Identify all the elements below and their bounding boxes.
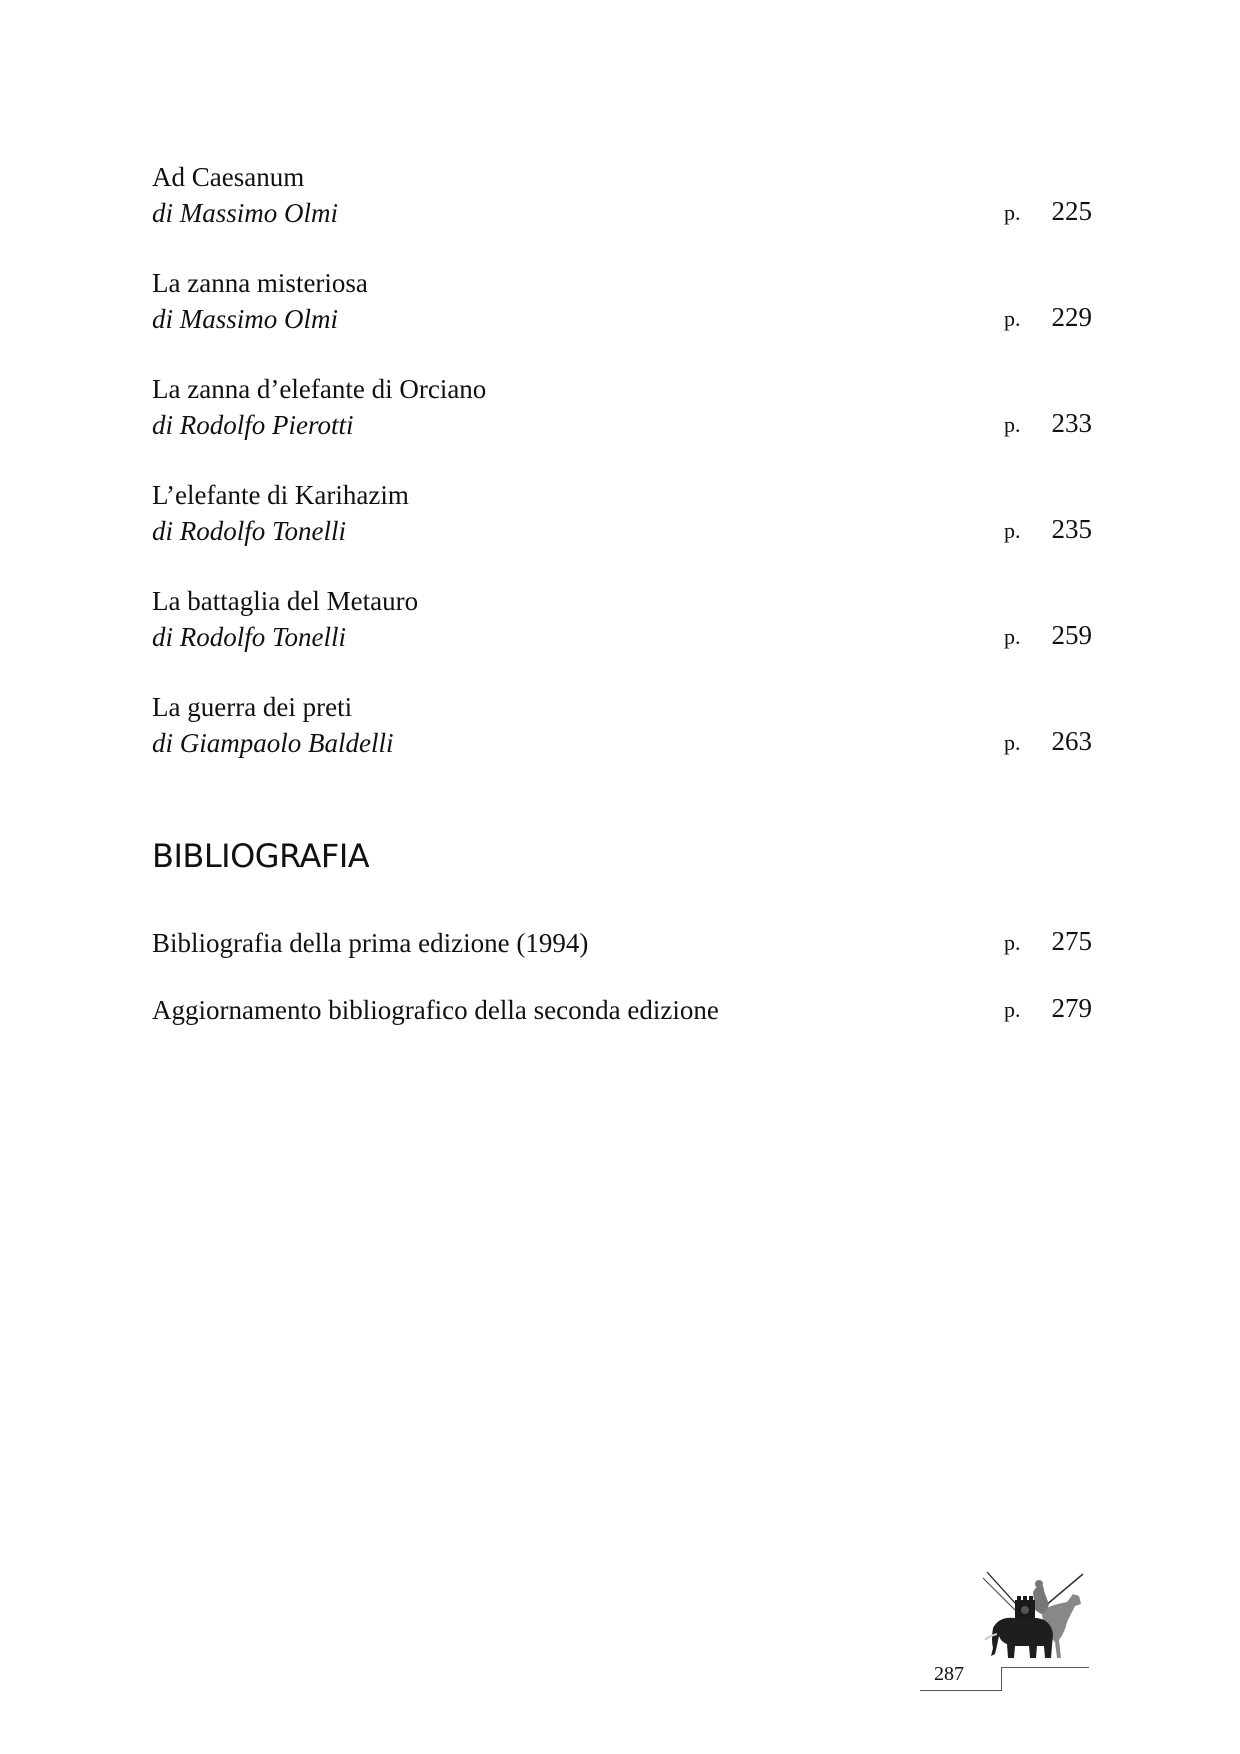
page-reference [1004,923,1092,961]
entry-title: Bibliografia della prima edizione (1994) [152,928,589,958]
page-reference [1004,405,1092,443]
page-reference [1004,511,1092,549]
page-number: 229 [1051,302,1092,332]
bibliography-entry [152,925,1092,961]
entry-title: L’elefante di Karihazim [152,480,409,510]
page-number: 275 [1051,926,1092,956]
page-prefix: p. [1004,518,1021,543]
page-prefix: p. [1004,997,1021,1022]
entry-title: Ad Caesanum [152,162,305,192]
page-reference [1004,299,1092,337]
entry-title: Aggiornamento bibliografico della seconda edizione [152,995,719,1025]
footer-rule [920,1690,1002,1691]
page-prefix: p. [1004,200,1021,225]
entry-author: di Rodolfo Tonelli [152,516,347,546]
entry-author: di Massimo Olmi [152,198,339,228]
page-reference [1004,723,1092,761]
entry-author: di Rodolfo Pierotti [152,410,354,440]
page-number: 235 [1051,514,1092,544]
entry-title: La zanna d’elefante di Orciano [152,374,487,404]
toc-entry [152,371,1092,443]
folio-page-number: 287 [934,1663,964,1685]
entry-author: di Rodolfo Tonelli [152,622,347,652]
page-reference [1004,990,1092,1028]
footer-rule-step [1001,1667,1002,1691]
page-number: 279 [1051,993,1092,1023]
page-prefix: p. [1004,930,1021,955]
toc-entry [152,265,1092,337]
page-prefix: p. [1004,306,1021,331]
toc-entry [152,583,1092,655]
page-reference [1004,617,1092,655]
toc-entry [152,477,1092,549]
toc-entry [152,159,1092,231]
page-number: 225 [1051,196,1092,226]
entry-title: La battaglia del Metauro [152,586,419,616]
entry-author: di Giampaolo Baldelli [152,728,394,758]
page-number: 263 [1051,726,1092,756]
entry-title: La zanna misteriosa [152,268,368,298]
entry-author: di Massimo Olmi [152,304,339,334]
page-prefix: p. [1004,624,1021,649]
page-prefix: p. [1004,412,1021,437]
page-number: 233 [1051,408,1092,438]
page-number: 259 [1051,620,1092,650]
toc-entry [152,689,1092,761]
entry-title: La guerra dei preti [152,692,353,722]
section-heading-bibliografia: BIBLIOGRAFIA [152,837,370,875]
page-prefix: p. [1004,730,1021,755]
bibliography-entry [152,992,1092,1028]
page-reference [1004,193,1092,231]
elephant-and-horseman-icon [975,1570,1095,1668]
